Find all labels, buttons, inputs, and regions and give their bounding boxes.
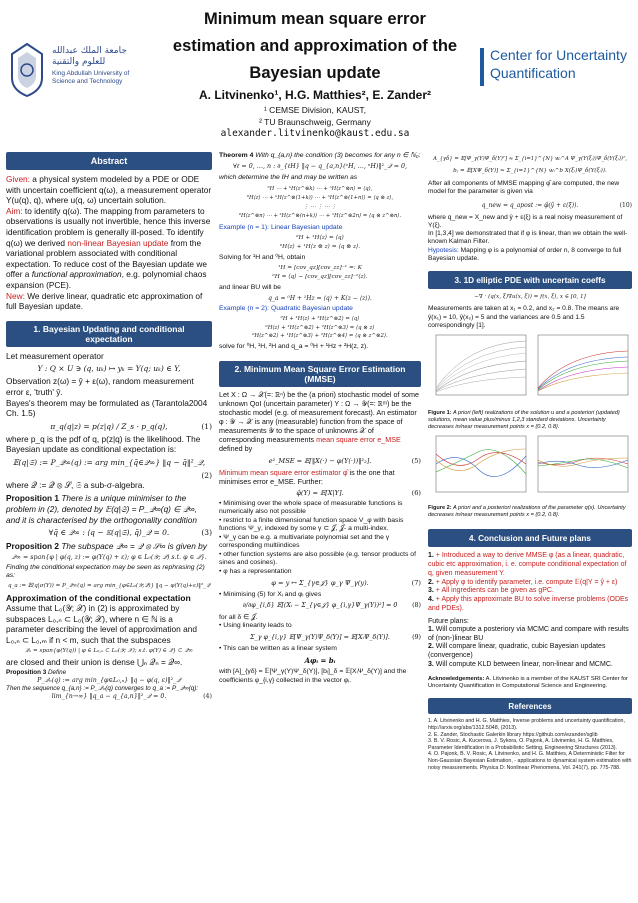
authors: A. Litvinenko¹, H.G. Matthies², E. Zander²: [198, 88, 432, 102]
s2-cond-exp-equation: [219, 489, 421, 497]
bullet-item: • other function systems are also possible (e.g. tensor products of sines and cosines).: [219, 550, 416, 567]
ex2-row-2: ⁰H⟨z⟩ + ¹H⟨z^⊗2⟩ + ²H⟨z^⊗3⟩ = ⟨q ⊗ z⟩: [265, 324, 375, 331]
example-n1: [219, 224, 421, 232]
example-n2: [219, 305, 421, 313]
thm4-system-row-4: ⁰H⟨z^⊗n⟩ ⋯ + ᵏH⟨z^⊗(n+k)⟩ ⋯ + ⁿH⟨z^⊗2n⟩ = ⟨q ⊗ z^⊗n⟩.: [238, 213, 402, 220]
future-text-2: Will compare linear, quadratic, cubic Bayesian updates (convergence): [428, 643, 606, 660]
thm4-label: Theorem 4: [219, 152, 254, 159]
conclusion-item: [428, 587, 632, 596]
estimator-formula: φ̂(Y) = 𝔼[X|Y].: [296, 488, 344, 497]
kaust-arabic-name: جامعة الملك عبدالله للعلوم والتقنية: [52, 46, 127, 67]
eq-number-8: (8): [412, 602, 421, 610]
poster-title: [150, 6, 480, 87]
proposition-1: [6, 493, 212, 525]
mmse-model-text: After all components of MMSE mapping φ̂ are computed, the new model for the parameter is given via: [428, 180, 620, 196]
ex2-row-1: ⁰H + ¹H⟨z⟩ + ²H⟨z^⊗2⟩ = ⟨q⟩: [280, 316, 360, 323]
elliptic-pde-equation: −∇ · (q(x, ξ)∇u(x, ξ)) = f(x, ξ), x ∈ [0, 1]: [474, 294, 586, 301]
figure-1-label: Figure 1:: [428, 410, 452, 417]
affiliation-1: ¹ CEMSE Division, KAUST,: [263, 105, 367, 115]
aim-text: to identify q(ω). The mapping from parameters to observations is usually not invertible, hence this inverse identification problem is generally ill-posed. To identify q(ω) we derived: [6, 205, 211, 248]
bullet-item: • Minimising over the whole space of measurable functions is numerically also not possible: [219, 499, 403, 516]
conclusion-text-2: + Apply φ to identify parameter, i.e. compute 𝔼(q|Y = ŷ + ε): [435, 578, 618, 586]
ack-text: A. Litvinenko is a member of the KAUST SRI Center for Uncertainty Quantification in Computational Science and Engineering.: [428, 675, 628, 690]
minimising-equation: [219, 602, 421, 611]
thm4-text: With q_{a,n} the condition (3) becomes for any n ∈ ℕ₀:: [253, 152, 421, 159]
conclusion-text-4: + Apply this approximate BU to solve inverse problems (ODEs and PDEs).: [428, 596, 629, 613]
section-3-header: 3. 1D elliptic PDE with uncertain coeffs: [428, 271, 632, 289]
bayes-formula: π_q(q|z) = p(z|q) / Z_s · p_q(q),: [50, 421, 168, 431]
aim-text-2: from the variational problem associated with conditional expectation. To reduce cost of the Bayesian update we offer a: [6, 237, 207, 280]
approximation-dense-text: are closed and their union is dense ⋃ₙ 𝒬ₙ = 𝒬∞.: [6, 656, 183, 667]
s1-equation-operator: Y : Q × U ∋ (q, uₖ) ↦ yₖ = Y(q; uₖ) ∈ Y,: [37, 364, 181, 374]
approximation-heading: Approximation of the conditional expectation: [6, 592, 191, 603]
thm4-system-row-3: ⋮ ⋯ ⋮ ⋯ ⋮: [303, 204, 337, 211]
s2-mse-red: mean square error e_MSE: [316, 435, 401, 445]
aim-red-text: non-linear Bayesian update: [67, 237, 169, 248]
future-item: 3. Will compute KLD between linear, non-linear and MCMC.: [428, 661, 613, 669]
ack-label: Acknowledgements:: [428, 675, 485, 682]
conclusion-item: [428, 552, 632, 578]
future-plans-list: [428, 626, 632, 670]
figure-2-plots: [428, 434, 632, 500]
conclusion-num-1: 1.: [428, 552, 434, 560]
prop1-equation: [6, 528, 212, 538]
column-right: [428, 152, 632, 771]
measurement-description: Measurements are taken at x₁ = 0.2, and x₂ = 0.8. The means are ŷ(x₁) = 10, ŷ(x₂) = 5 and the variances are 0.5 and 1.5 correspondingly [1].: [428, 305, 620, 329]
ex1-solving-text: Solving for ¹H and ⁰H, obtain: [219, 254, 306, 262]
eq-number-3: (3): [201, 528, 212, 538]
ex2-system: [219, 315, 421, 341]
prop1-label: Proposition 1: [6, 493, 60, 504]
bullet-item: • Minimising (5) for Xᵢ and φᵢ gives: [219, 590, 322, 598]
given-label: Given:: [6, 174, 30, 184]
column-middle: [219, 152, 421, 685]
conclusion-num-4: 4.: [428, 596, 434, 604]
ex1-solution: [219, 264, 421, 282]
new-label: New:: [6, 290, 25, 301]
figure-1-left-plot: [436, 335, 526, 395]
reference-item: 1. A. Litvinenko and H. G. Matthies, Inverse problems and uncertainty quantification, http://arxiv.org/abs/1312.5048, (2013).: [428, 718, 625, 732]
ex1-row-2: ⁰H⟨z⟩ + ¹H⟨z ⊗ z⟩ = ⟨q ⊗ z⟩.: [279, 244, 361, 251]
conclusion-num-2: 2.: [428, 578, 434, 586]
new-text: We derive linear, quadratic etc approximation of full Bayesian update.: [6, 290, 203, 312]
kaust-logo: [8, 42, 148, 102]
contact-email[interactable]: alexander.litvinenko@kaust.edu.sa: [220, 128, 410, 139]
future-text-1: Will compute a posteriory via MCMC and compare with results of (non-)linear BU: [428, 625, 629, 642]
prop3-text: Define: [46, 669, 67, 677]
mse-formula: e²_MSE = 𝔼[‖X(·) − φ(Y(·))‖²₂].: [268, 456, 372, 465]
bullet-text-8: This can be written as a linear system: [223, 645, 337, 653]
ex1-row-1: ⁰H + ¹H⟨z⟩ = ⟨q⟩: [296, 235, 344, 242]
bullet-item: • restrict to a finite dimensional function space V_φ with basis functions Ψ_γ, indexed by some γ ⊂ 𝒥, 𝒥- a multi-index.: [219, 516, 404, 533]
aim-label: Aim:: [6, 205, 23, 216]
prop3-equation-2: [6, 693, 212, 701]
ex1-linear-bu-equation: q_a = ⁰H + ¹Hz = ⟨q⟩ + K(z − ⟨z⟩).: [268, 295, 372, 303]
s2-intro-text: Let X : Ω → 𝒳(=: ℝⁿ) be the (a priori) stochastic model of some unknown QoI (uncertain parameter) Y : Ω → 𝒴(=: ℝᵐ) be the stochastic model (e.g. of measurement forecast). An estimator φ : 𝒴 → 𝒳 is any (measurable) function from the space of measurements 𝒴 to the space of unknowns 𝒳 of corresponding measurements: [219, 389, 420, 445]
linear-system-text: with [A]_{γδ} = 𝔼[Ψ_γ(Y)Ψ_δ(Y)], [bᵢ]_δ = 𝔼[XᵢΨ_δ(Y)] and the coefficients φ_{i,γ} collected in the vector φᵢ.: [219, 668, 407, 684]
ex1-solution-row-2: ⁰H = ⟨q⟩ − [cov_qz][cov_zz]⁻¹⟨z⟩.: [272, 274, 368, 281]
prop3-label: Proposition 3: [6, 669, 47, 677]
thm4-system: [219, 185, 421, 221]
proposition-3: [6, 669, 212, 677]
future-plans-heading: Future plans:: [428, 617, 469, 625]
conclusion-list: [428, 552, 632, 614]
approximation-equation: 𝒬ₙ = span{φ(Y(q)) | φ ∈ L₀,ₙ ⊂ L₀(𝒴; 𝒳); s.t. φ(Y) ∈ 𝒬} ⊂ 𝒬∞: [24, 647, 194, 654]
future-item: 1. Will compute a posteriory via MCMC and compare with results of (non-)linear BU: [428, 625, 629, 642]
s1-bayes-intro: Bayes's theorem may be formulated as (Tarantola2004 Ch. 1.5): [6, 397, 208, 419]
thm4-system-row-2: ⁰H⟨z⟩ ⋯ + ᵏH⟨z^⊗(1+k)⟩ ⋯ + ⁿH⟨z^⊗(1+n)⟩ = ⟨q ⊗ z⟩,: [246, 195, 394, 202]
conclusion-item: [428, 579, 632, 588]
ex2-row-3: ⁰H⟨z^⊗2⟩ + ¹H⟨z^⊗3⟩ + ²H⟨z^⊗4⟩ = ⟨q ⊗ z^⊗2⟩.: [252, 333, 388, 340]
kalman-filter-text: In [1,3,4] we demonstrated that if φ is linear, than we obtain the well-known Kalman Filter.: [428, 230, 628, 246]
bullet-text-3: Ψ_γ can be e.g. a multivariate polynomial set and the γ corresponding multiindices: [219, 533, 390, 550]
reference-item: 2. E. Zander, Stochastic Galerkin library https://github.com/ezander/sglib: [428, 731, 598, 738]
conclusion-text-3: + All ingredients can be given as gPC.: [435, 587, 554, 595]
eq-number-7: (7): [411, 579, 421, 588]
s2-mmse-rest: is the one that minimises error e_MSE. Further:: [219, 467, 395, 486]
approximation-text: Assume that L₀(𝒴; 𝒳) in (2) is approximated by subspaces L₀,ₙ ⊂ L₀(𝒴; 𝒳), where n ∈ ℕ is a parameter describing the level of approximation and L₀,ₙ ⊂ L₀,ₘ if n < m, such that the subspaces: [6, 603, 197, 646]
title-line-3: Bayesian update: [249, 64, 381, 82]
prop3-converge-text: Then the sequence q_{a,n} := P_𝒬ₙ(q) converges to q_a := P_𝒬∞(q):: [6, 685, 199, 693]
bullet-item: • This can be written as a linear system: [219, 645, 337, 653]
section-4-header: 4. Conclusion and Future plans: [428, 529, 632, 547]
s1-likelihood-text: where p_q is the pdf of q, p(z|q) is the likelihood. The Bayesian update as conditional expectation is:: [6, 433, 201, 455]
prop2-text: The subspace 𝒬∞ = 𝒬 ⊗ 𝒮∞ is given by: [59, 541, 207, 552]
figure-2-right-plot: [538, 436, 628, 492]
aim-italic-text: functional approximation: [31, 269, 122, 280]
acknowledgements: [428, 676, 632, 691]
title-line-1: Minimum mean square error: [204, 10, 426, 28]
limit-formula: lim_{n→∞} ‖q_a − q_{a,n}‖²_𝒬 = 0.: [51, 693, 167, 701]
s2-mmse-text: [219, 468, 421, 486]
quadrature-equation-a: A_{γδ} = 𝔼[Ψ_γ(Y)Ψ_δ(Y)ᵀ] ≈ Σ_{i=1}^{N} wᵢ^A Ψ_γ(Y(ξᵢ))Ψ_δ(Y(ξᵢ))ᵀ,: [433, 156, 627, 162]
future-text-3: Will compute KLD between linear, non-linear and MCMC.: [435, 661, 613, 669]
eq-number-4: (4): [203, 693, 212, 701]
hypothesis-text: Mapping φ is a polynomial of order n, 8 converge to full Bayesian update.: [428, 246, 622, 263]
column-left: [6, 152, 212, 701]
bullet-item: • Using linearity leads to: [219, 622, 292, 630]
ex2-solve-text: solve for ⁰H, ¹H, ²H and q_a = ⁰H + ¹Hz + ²H(z, z).: [219, 342, 369, 350]
s2-mse-equation: [219, 457, 421, 465]
linearity-formula: Σ_γ φ_{i,γ} 𝔼[Ψ_γ(Y)Ψ_δ(Y)] = 𝔼[XᵢΨ_δ(Y)].: [250, 633, 390, 641]
noisy-measurement-text: where q_new = X_new and ŷ + ε(ξ) is a real noisy measurement of Y(ξ).: [428, 213, 623, 229]
s1-subalgebra-text: where 𝒬 := 𝒬 ⊗ 𝒮, 𝔖 a sub-σ-algebra.: [6, 479, 145, 490]
bullet-item: • Ψ_γ can be e.g. a multivariate polynomial set and the γ corresponding multiindices: [219, 533, 390, 550]
quadrature-equation-b: bⱼ = 𝔼[XΨ_δ(Y)] ≈ Σ_{i=1}^{N} wᵢ^b X(ξᵢ)Ψ_δ(Y(ξᵢ)).: [453, 168, 607, 174]
ex1-label: Example (n = 1):: [219, 224, 270, 232]
ex2-label: Example (n = 2):: [219, 305, 270, 313]
references-list: [428, 718, 632, 771]
aim-text-3: , e.g. polynomial chaos expansion (PCE).: [6, 269, 207, 290]
future-item: 2. Will compare linear, quadratic, cubic Bayesian updates (convergence): [428, 643, 606, 660]
thm4-equation: ∀ℓ = 0, …, n : ∂_{ℓH} ‖q − q_{a,n}(ᵒH, …, ⁿH)‖²_𝒬 = 0,: [233, 163, 407, 171]
s1-observation: Observation z(ω) = ŷ + ε(ω), random measurement error ε, 'truth' ŷ.: [6, 376, 194, 397]
affiliation-2: ² TU Braunschweig, Germany: [259, 117, 371, 127]
representation-equation: [219, 579, 421, 588]
s2-mmse-red: Minimum mean square error estimator φ̂: [219, 467, 348, 477]
s2-intro: [219, 390, 421, 454]
figure-1-right-plot: [538, 335, 628, 395]
hypothesis: [428, 247, 632, 264]
sri-uq-logo: [480, 46, 635, 96]
eq-number-1: (1): [201, 421, 212, 431]
linearity-equation: [219, 634, 421, 643]
bullet-text-5: φ has a representation: [223, 567, 292, 575]
s2-intro-text-2: defined by: [219, 444, 253, 454]
prop2-equation-2: q_a := 𝔼(q|σ(Y)) = P_𝒬∞(q) = arg min_{φ∈L₀(𝒴;𝒬)} ‖q − φ(Y(q)+ε)‖²_𝒬: [8, 582, 210, 589]
poster-header: [0, 0, 638, 150]
given-text: a physical system modeled by a PDE or ODE with uncertain coefficient q(ω), a measurement operator Y(u(q), q), where u(q, ω) uncertain solution.: [6, 174, 212, 206]
sri-logo-text: Center for Uncertainty Quantification: [490, 47, 627, 81]
prop2-equation: 𝒬∞ = span{φ | φ(q, z) := φ(Y(q) + ε); φ ∈ L₀(𝒴; 𝒬) s.t. φ ∈ 𝒬}.: [11, 553, 207, 561]
ex1-linear-bu-text: and linear BU will be: [219, 284, 281, 292]
bullet-item: • φ has a representation: [219, 567, 292, 575]
conclusion-item: [428, 596, 632, 614]
cond-exp-formula: 𝔼(q|𝔖) := P_𝒬∞(q) := arg min_{q̃∈𝒬∞} ‖q − q̃‖²_𝒬,: [12, 457, 206, 467]
new-model-equation: [428, 202, 632, 209]
theorem-4: [219, 152, 421, 160]
reference-item: 4. O. Pajonk, B. V. Rosic, A. Litvinenko, and H. G. Matthies, A Deterministic Filter for Non-Gaussian Bayesian Estimation, - applications to dynamical system estimation with noisy measurements. Physica D: Nonlinear Phenomena, Vol. 241(7), pp. 775-788.: [428, 751, 632, 771]
ex1-system: [219, 234, 421, 252]
s1-equation-bayes: [6, 422, 212, 431]
figure-1-caption: [428, 410, 632, 431]
s1-intro: Let measurement operator: [6, 350, 104, 361]
eq-number-2: (2): [201, 470, 212, 480]
kaust-english-name: King Abdullah University of Science and Technology: [52, 70, 130, 85]
title-line-2: estimation and approximation of the: [172, 37, 458, 55]
references-header: References: [428, 698, 632, 714]
figure-2-left-plot: [436, 436, 526, 492]
orthogonality-formula: ∀q̃ ∈ 𝒬∞ : ⟨q − 𝔼(q|𝔖), q̃⟩_𝒬 = 0.: [48, 528, 170, 538]
bullet-text-4: other function systems are also possible (e.g. tensor products of sines and cosines).: [219, 550, 416, 567]
for-all-text: for all δ ∈ 𝒥.: [219, 613, 258, 621]
conclusion-text-1: + Introduced a way to derive MMSE φ (as a linear, quadratic, cubic etc approximation, i. e. compute conditional expectation of q, given measurement Y.: [428, 552, 627, 577]
eq-number-6: (6): [411, 488, 421, 497]
prop3-equation: P_𝒬ₙ(q) := arg min_{φ∈L₀,ₙ} ‖q − φ(q, ε)‖²_𝒬: [37, 677, 181, 685]
prop2-rephrase: Finding the conditional expectation may be seen as rephrasing (2) as:: [6, 563, 205, 580]
bullet-text-6: Minimising (5) for Xᵢ and φᵢ gives: [223, 590, 322, 598]
eq-number-9: (9): [412, 633, 421, 641]
eq-number-5: (5): [411, 456, 421, 465]
figure-2-caption: [428, 505, 632, 519]
sri-logo-bar: [480, 48, 484, 86]
conclusion-num-3: 3.: [428, 587, 434, 595]
s1-equation-cond-exp: [6, 458, 212, 468]
figure-1-text: A priori (left) realizations of the solution u and a posteriori (updated) solutions, mean value plus/minus 1,2,3 standard deviations. Uncertainty decreases in/near measurement points x = {0.2, 0.8}.: [428, 410, 620, 431]
ex1-title: Linear Bayesian update: [269, 224, 343, 232]
prop1-text: There is a unique minimiser to the problem in (2), denoted by 𝔼(q|𝔖) = P_𝒬∞(q) ∈ 𝒬∞, and it is characterised by the orthogonality condition: [6, 493, 197, 525]
affiliations: [150, 104, 480, 128]
thm4-system-intro: which determine the ℓH and may be written as: [219, 174, 358, 182]
new-model-formula: q_new = q_apost := φ̂(ŷ + ε(ξ)).: [481, 201, 579, 209]
s2-bullet-list: [219, 500, 421, 686]
figure-1-plots: [428, 333, 632, 405]
hypothesis-label: Hypotesis:: [428, 246, 459, 254]
proposition-2: [6, 541, 212, 552]
representation-formula: φ = y ↦ Σ_{γ∈𝒥} φ_γ Ψ_γ(y).: [271, 579, 369, 588]
bullet-text-1: Minimising over the whole space of measurable functions is numerically also not possible: [219, 499, 403, 516]
minimising-formula: ∂/∂φ_{i,δ} 𝔼[(Xᵢ − Σ_{γ∈𝒥} φ_{i,γ}Ψ_γ(Y))²] = 0: [242, 602, 398, 610]
thm4-system-row-1: ⁰H ⋯ + ᵏH⟨z^⊗k⟩ ⋯ + ⁿH⟨z^⊗n⟩ = ⟨q⟩,: [267, 186, 373, 193]
section-2-header: 2. Minimum Mean Square Error Estimation (MMSE): [219, 361, 421, 387]
kaust-emblem-icon: [8, 42, 46, 98]
bullet-text-2: restrict to a finite dimensional function space V_φ with basis functions Ψ_γ, indexed by some γ ⊂ 𝒥, 𝒥- a multi-index.: [219, 516, 404, 533]
bullet-text-7: Using linearity leads to: [223, 622, 292, 630]
section-1-header: 1. Bayesian Updating and conditional expectation: [6, 321, 212, 347]
figure-2-text: A priori and a posteriori realizations of the parameter q(x). Uncertainty decreases in/near measurement points x = {0.2, 0.8}.: [428, 505, 626, 519]
linear-system-equation: Aφᵢ = bᵢ: [304, 655, 336, 665]
prop2-label: Proposition 2: [6, 541, 60, 552]
ex2-title: Quadratic Bayesian update: [269, 305, 353, 313]
abstract-text: [6, 174, 212, 312]
reference-item: 3. B. V. Rosic, A. Kucerova, J. Sykora, O. Pajonk, A. Litvinenko, H. G. Matthies, Parameter Identification in a Probabilistic Setting, Engineering Structures (2013).: [428, 738, 618, 751]
eq-number-10: (10): [619, 201, 632, 209]
section-abstract-header: Abstract: [6, 152, 212, 170]
ex1-solution-row-1: ¹H = [cov_qz][cov_zz]⁻¹ =: K: [278, 265, 362, 272]
figure-2-label: Figure 2:: [428, 505, 452, 512]
